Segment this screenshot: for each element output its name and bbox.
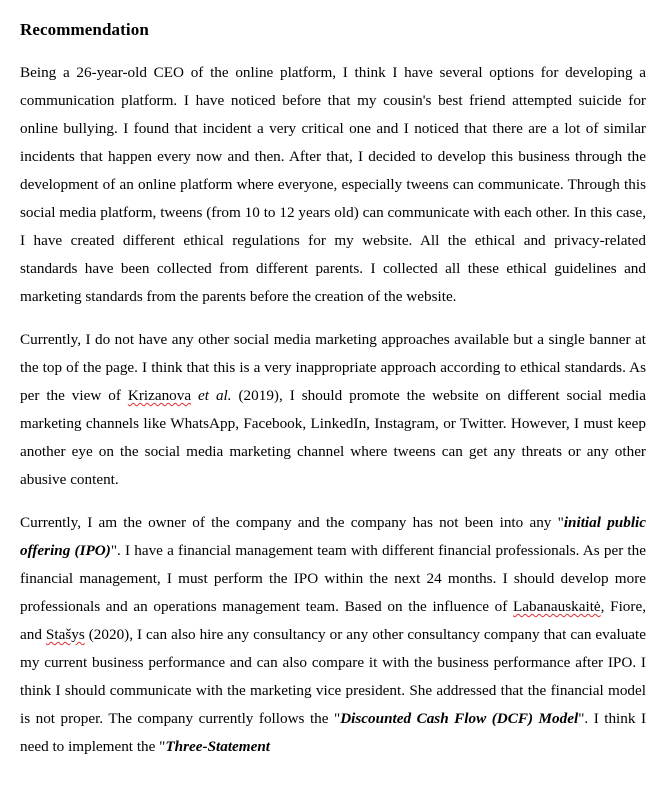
paragraph-2: Currently, I do not have any other social media marketing approaches available but a single banner at the top of the page. I think that this is a very inappropriate approach according to ethical standards. As per the view of Krizanova et al. (2019), I should promote the website on different social media marketing channels like WhatsApp, Facebook, LinkedIn, Instagram, or Twitter. However, I must keep another eye on the social media marketing channel where tweens can get any threats or any other abusive content. (20, 331, 647, 488)
italic-text: et al. (198, 387, 232, 404)
paragraph-1: Being a 26-year-old CEO of the online platform, I think I have several options for developing a communication platform. I have noticed before that my cousin's best friend attempted suicide for online bullying. I found that incident a very critical one and I noticed that there are a lot of similar incidents that happen every now and then. After that, I decided to develop this business through the development of an online platform where everyone, especially tweens can communicate. Through this social media platform, tweens (from 10 to 12 years old) can communicate with each other. In this case, I have created different ethical regulations for my website. All the ethical and privacy-related standards have been collected from different parents. I collected all these ethical guidelines and marketing standards from the parents before the creation of the website. (20, 64, 646, 305)
emphasis-term: Discounted Cash Flow (DCF) Model (340, 710, 579, 727)
emphasis-term: initial public offering (IPO) (20, 514, 647, 559)
emphasis-term: Three-Statement (165, 738, 271, 755)
paragraph-3: Currently, I am the owner of the company and the company has not been into any "initial public offering (IPO)". I have a financial management team with different financial professionals. As per the financial management, I must perform the IPO within the next 24 months. I should develop more professionals and an operations management team. Based on the influence of Labanauskaitė, Fiore, and Stašys (2020), I can also hire any consultancy or any other consultancy company that can evaluate my current business performance and can also compare it with the business performance after IPO. I think I should communicate with the marketing vice president. She addressed that the financial model is not proper. The company currently follows the "Discounted Cash Flow (DCF) Model". I think I need to implement the "Three-Statement (20, 514, 647, 755)
misspelled-word: Stašys (45, 626, 85, 643)
misspelled-word: Labanauskaitė (512, 598, 601, 615)
misspelled-word: Krizanova (127, 387, 192, 404)
page-heading: Recommendation (20, 20, 149, 39)
